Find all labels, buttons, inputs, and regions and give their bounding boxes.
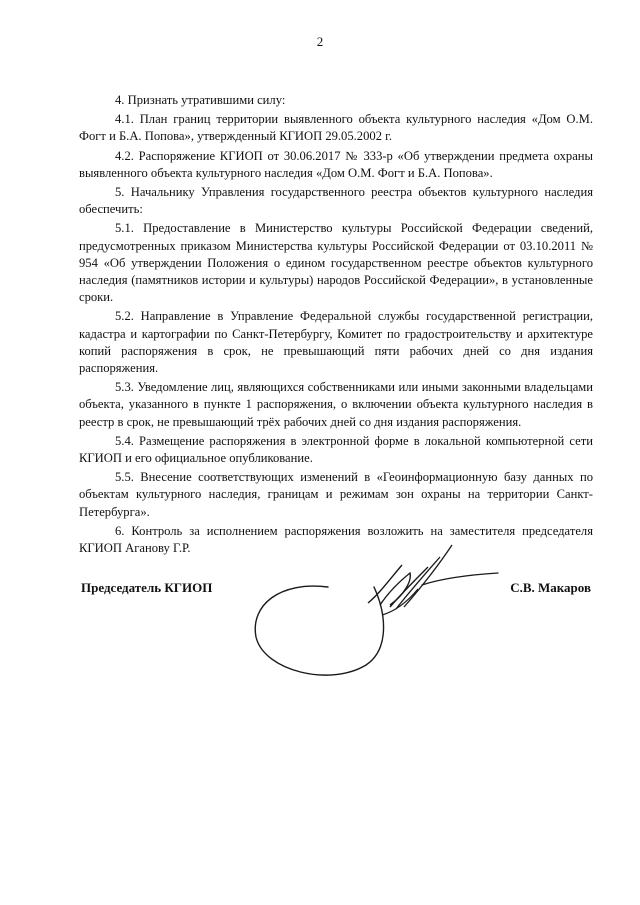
handwritten-signature <box>240 535 520 695</box>
paragraph-6: 6. Контроль за исполнением распоряжения возложить на заместителя председателя КГИОП Аганову Г.Р. <box>79 523 593 556</box>
paragraph-5: 5. Начальнику Управления государственного реестра объектов культурного наследия обеспечить: <box>79 185 593 217</box>
paragraph-4-1: 4.1. План границ территории выявленного объекта культурного наследия «Дом О.М. Фогт и Б.А. Попова», утвержденный КГИОП 29.05.2002 г. <box>79 112 593 144</box>
paragraph-5-4: 5.4. Размещение распоряжения в электронной форме в локальной компьютерной сети КГИОП и его официальное опубликование. <box>79 433 593 466</box>
signer-name: С.В. Макаров <box>510 580 591 595</box>
paragraph-5-1: 5.1. Предоставление в Министерство культуры Российской Федерации сведений, предусмотренных приказом Министерства культуры Российской Федерации от 03.10.2011 № 954 «Об утверждении Положения о едином государственном реестре объектов культурного наследия (памятников истории и культуры) народов Российской Федерации», в установленные сроки. <box>79 221 593 305</box>
paragraph-5-2: 5.2. Направление в Управление Федеральной службы государственной регистрации, кадастра и картографии по Санкт-Петербургу, Комитет по градостроительству и архитектуре копий распоряжения в срок, не превышающий пяти рабочих дней со дня издания распоряжения. <box>79 309 593 376</box>
document-body <box>79 92 593 559</box>
page-number: 2 <box>316 34 324 49</box>
signer-position: Председатель КГИОП <box>81 580 213 595</box>
paragraph-4: 4. Признать утратившими силу: <box>115 93 286 107</box>
paragraph-5-3: 5.3. Уведомление лиц, являющихся собственниками или иными законными владельцами объекта, указанного в пункте 1 распоряжения, о включении объекта культурного наследия в реестр в срок, не превышающий трёх рабочих дней со дня издания распоряжения. <box>79 380 593 429</box>
paragraph-5-5: 5.5. Внесение соответствующих изменений в «Геоинформационную базу данных по объектам культурного наследия, границам и режимам зон охраны на территории Санкт-Петербурга». <box>79 470 593 519</box>
paragraph-4-2: 4.2. Распоряжение КГИОП от 30.06.2017 № 333-р «Об утверждении предмета охраны выявленного объекта культурного наследия «Дом О.М. Фогт и Б.А. Попова». <box>79 148 593 180</box>
